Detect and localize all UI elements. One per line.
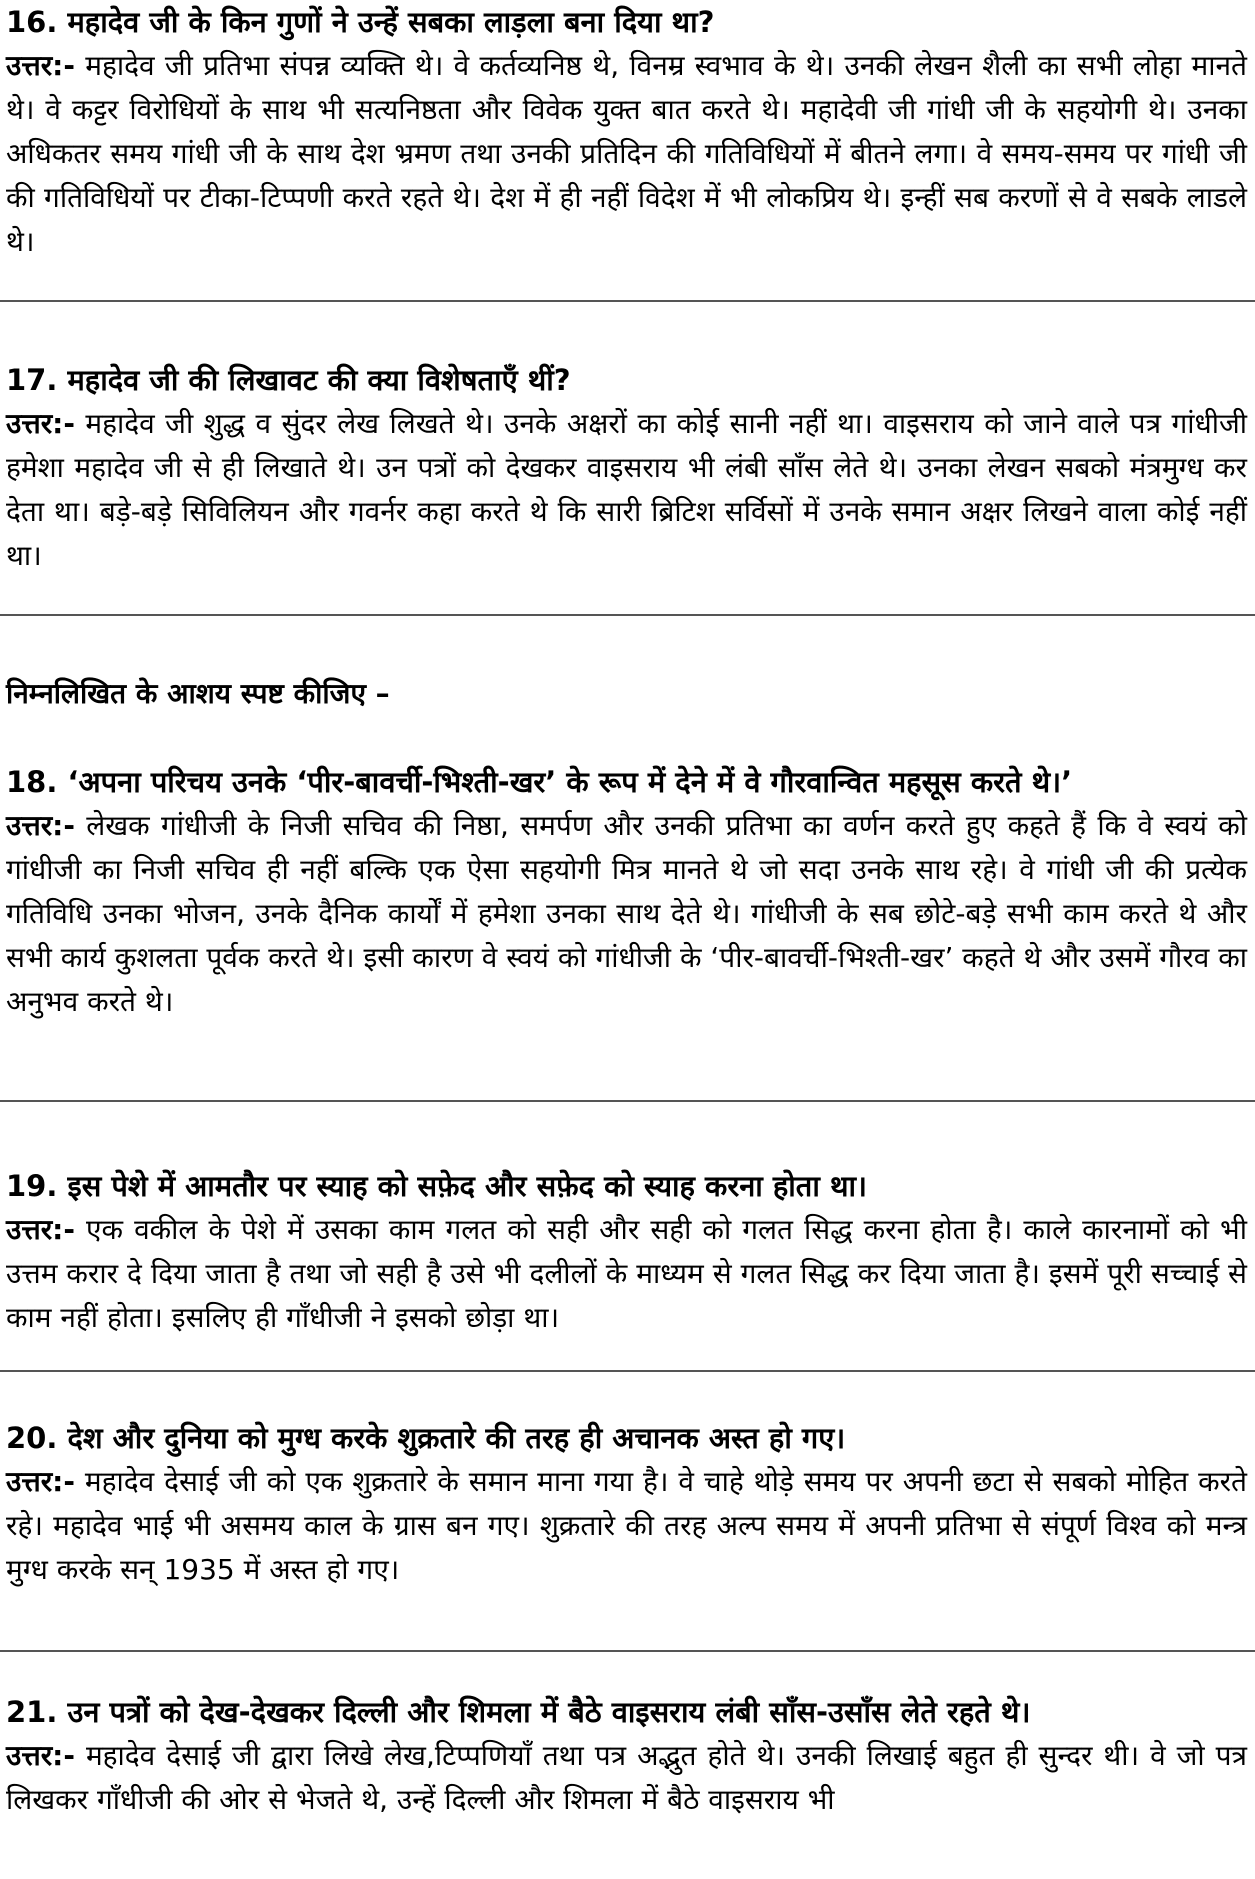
answer-18 (6, 804, 1247, 1024)
section-divider (0, 1650, 1255, 1652)
section-divider (0, 300, 1255, 302)
answer-label: उत्तर:- (6, 1739, 75, 1772)
question-21: 21. उन पत्रों को देख-देखकर दिल्ली और शिमला में बैठे वाइसराय लंबी साँस-उसाँस लेते रहते थे। (6, 1695, 1031, 1729)
qa-block-18 (6, 760, 1247, 1024)
qa-block-20 (6, 1416, 1247, 1592)
question-17: 17. महादेव जी की लिखावट की क्या विशेषताएँ थीं? (6, 363, 571, 397)
answer-17 (6, 402, 1247, 578)
answer-text: एक वकील के पेशे में उसका काम गलत को सही और सही को गलत सिद्ध करना होता है। काले कारनामों को भी उत्तम करार दे दिया जाता है तथा जो सही है उसे भी दलीलों के माध्यम से गलत सिद्ध कर दिया जाता है। इसमें पूरी सच्चाई से काम नहीं होता। इसलिए ही गाँधीजी ने इसको छोड़ा था। (6, 1213, 1247, 1334)
answer-text: महादेव देसाई जी द्वारा लिखे लेख,टिप्पणियाँ तथा पत्र अद्भुत होते थे। उनकी लिखाई बहुत ही सुन्दर थी। वे जो पत्र लिखकर गाँधीजी की ओर से भेजते थे, उन्हें दिल्ली और शिमला में बैठे वाइसराय भी (6, 1739, 1248, 1816)
question-19: 19. इस पेशे में आमतौर पर स्याह को सफ़ेद और सफ़ेद को स्याह करना होता था। (6, 1169, 867, 1203)
answer-16 (6, 44, 1247, 264)
section-divider (0, 614, 1255, 616)
section-divider (0, 1370, 1255, 1372)
answer-text: महादेव जी शुद्ध व सुंदर लेख लिखते थे। उनके अक्षरों का कोई सानी नहीं था। वाइसराय को जाने वाले पत्र गांधीजी हमेशा महादेव जी से ही लिखाते थे। उन पत्रों को देखकर वाइसराय भी लंबी साँस लेते थे। उनका लेखन सबको मंत्रमुग्ध कर देता था। बड़े-बड़े सिविलियन और गवर्नर कहा करते थे कि सारी ब्रिटिश सर्विसों में उनके समान अक्षर लिखने वाला कोई नहीं था। (6, 407, 1247, 572)
qa-block-16 (6, 0, 1247, 264)
question-20: 20. देश और दुनिया को मुग्ध करके शुक्रतारे की तरह ही अचानक अस्त हो गए। (6, 1421, 846, 1455)
question-18: 18. ‘अपना परिचय उनके ‘पीर-बावर्ची-भिश्ती-खर’ के रूप में देने में वे गौरवान्वित महसूस करते थे।’ (6, 765, 1073, 799)
qa-block-19 (6, 1164, 1247, 1340)
qa-block-17 (6, 358, 1247, 578)
answer-label: उत्तर:- (6, 1465, 75, 1498)
section-heading-block (6, 672, 1247, 716)
answer-text: महादेव देसाई जी को एक शुक्रतारे के समान माना गया है। वे चाहे थोड़े समय पर अपनी छटा से सबको मोहित करते रहे। महादेव भाई भी असमय काल के ग्रास बन गए। शुक्रतारे की तरह अल्प समय में अपनी प्रतिभा से संपूर्ण विश्व को मन्त्र मुग्ध करके सन् 1935 में अस्त हो गए। (6, 1465, 1247, 1586)
answer-20 (6, 1460, 1247, 1592)
answer-label: उत्तर:- (6, 1213, 75, 1246)
answer-text: महादेव जी प्रतिभा संपन्न व्यक्ति थे। वे कर्तव्यनिष्ठ थे, विनम्र स्वभाव के थे। उनकी लेखन शैली का सभी लोहा मानते थे। वे कट्टर विरोधियों के साथ भी सत्यनिष्ठता और विवेक युक्त बात करते थे। महादेवी जी गांधी जी के सहयोगी थे। उनका अधिकतर समय गांधी जी के साथ देश भ्रमण तथा उनकी प्रतिदिन की गतिविधियों में बीतने लगा। वे समय-समय पर गांधी जी की गतिविधियों पर टीका-टिप्पणी करते रहते थे। देश में ही नहीं विदेश में भी लोकप्रिय थे। इन्हीं सब करणों से वे सबके लाडले थे। (6, 49, 1247, 258)
question-16: 16. महादेव जी के किन गुणों ने उन्हें सबका लाड़ला बना दिया था? (6, 5, 715, 39)
answer-text: लेखक गांधीजी के निजी सचिव की निष्ठा, समर्पण और उनकी प्रतिभा का वर्णन करते हुए कहते हैं कि वे स्वयं को गांधीजी का निजी सचिव ही नहीं बल्कि एक ऐसा सहयोगी मित्र मानते थे जो सदा उनके साथ रहे। वे गांधी जी की प्रत्येक गतिविधि उनका भोजन, उनके दैनिक कार्यों में हमेशा उनका साथ देते थे। गांधीजी के सब छोटे-बड़े सभी काम करते थे और सभी कार्य कुशलता पूर्वक करते थे। इसी कारण वे स्वयं को गांधीजी के ‘पीर-बावर्ची-भिश्ती-खर’ कहते थे और उसमें गौरव का अनुभव करते थे। (6, 809, 1247, 1018)
section-heading: निम्नलिखित के आशय स्पष्ट कीजिए – (6, 677, 390, 710)
answer-label: उत्तर:- (6, 49, 75, 82)
qa-block-21 (6, 1690, 1247, 1822)
answer-21 (6, 1734, 1247, 1822)
answer-19 (6, 1208, 1247, 1340)
answer-label: उत्तर:- (6, 407, 75, 440)
section-divider (0, 1100, 1255, 1102)
answer-label: उत्तर:- (6, 809, 75, 842)
